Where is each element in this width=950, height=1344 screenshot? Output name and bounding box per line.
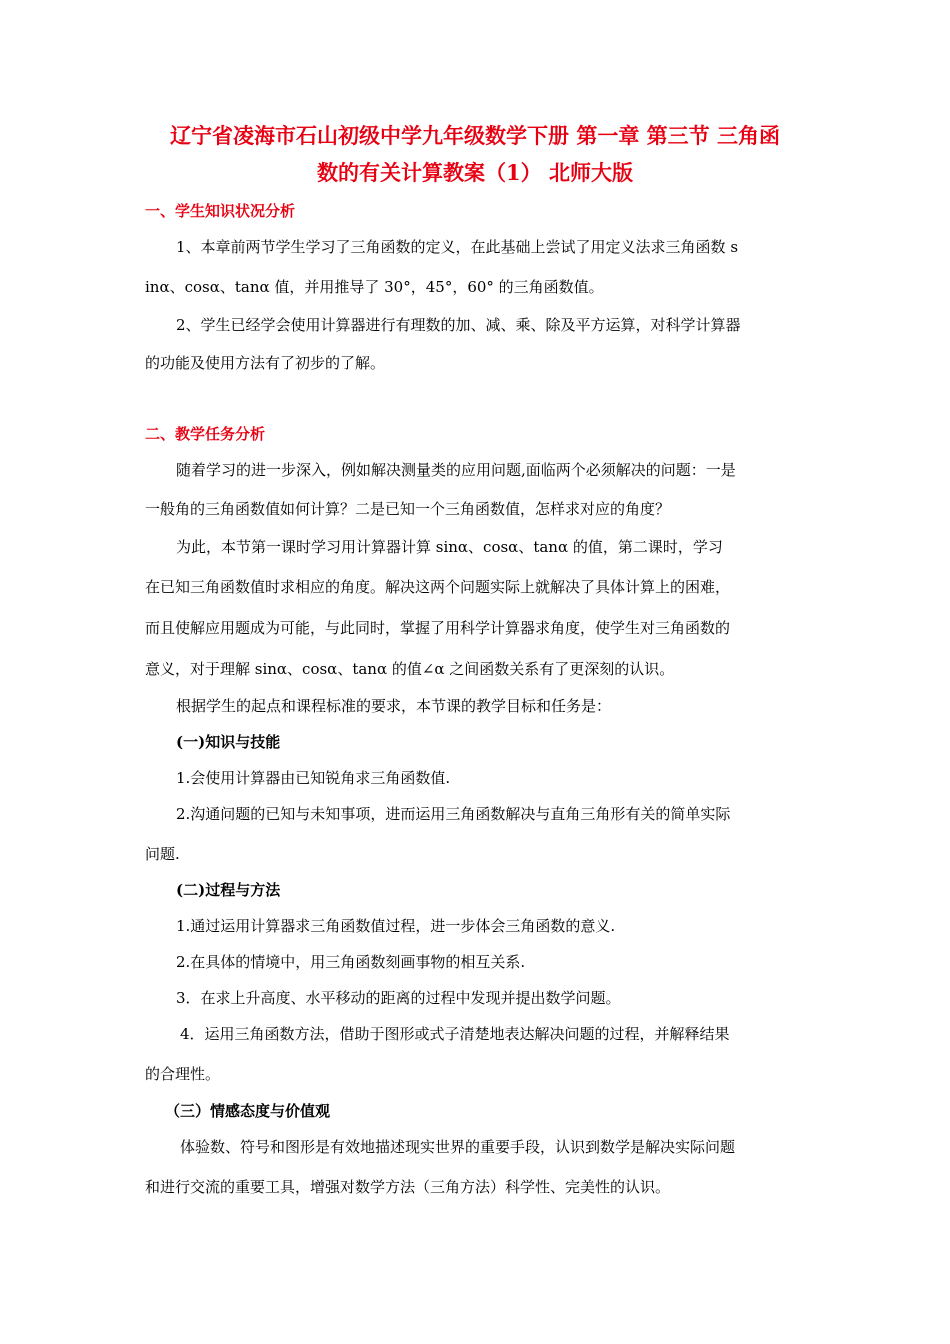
- section-heading-student-knowledge: 一、学生知识状况分析: [145, 202, 296, 220]
- paragraph-line: 的功能及使用方法有了初步的了解。: [145, 354, 386, 372]
- list-item-continuation: 的合理性。: [145, 1065, 221, 1083]
- paragraph-line: 为此，本节第一课时学习用计算器计算 sinα、cosα、tanα 的值，第二课时，学习: [176, 538, 723, 556]
- list-item: 1.会使用计算器由已知锐角求三角函数值.: [176, 769, 451, 787]
- paragraph-line: 根据学生的起点和课程标准的要求，本节课的教学目标和任务是：: [176, 697, 612, 715]
- list-item: 2.沟通问题的已知与未知事项，进而运用三角函数解决与直角三角形有关的简单实际: [176, 805, 731, 823]
- document-title-line-2: 数的有关计算教案（1） 北师大版: [317, 160, 633, 185]
- paragraph-line: 体验数、符号和图形是有效地描述现实世界的重要手段，认识到数学是解决实际问题: [180, 1138, 736, 1156]
- section-heading-teaching-task: 二、教学任务分析: [145, 425, 266, 443]
- list-item: 4．运用三角函数方法，借助于图形或式子清楚地表达解决问题的过程，并解释结果: [180, 1025, 730, 1043]
- list-item-continuation: 问题.: [145, 845, 180, 863]
- paragraph-line: 意义，对于理解 sinα、cosα、tanα 的值∠α 之间函数关系有了更深刻的认识。: [145, 660, 675, 678]
- paragraph-line: 1、本章前两节学生学习了三角函数的定义，在此基础上尝试了用定义法求三角函数 s: [176, 238, 739, 256]
- paragraph-line: 而且使解应用题成为可能，与此同时，掌握了用科学计算器求角度，使学生对三角函数的: [145, 619, 731, 637]
- document-title-line-1: 辽宁省凌海市石山初级中学九年级数学下册 第一章 第三节 三角函: [170, 123, 780, 148]
- paragraph-line: 在已知三角函数值时求相应的角度。解决这两个问题实际上就解决了具体计算上的困难，: [145, 578, 731, 596]
- subsection-heading-process-method: (二)过程与方法: [176, 881, 281, 899]
- paragraph-line: 2、学生已经学会使用计算器进行有理数的加、减、乘、除及平方运算，对科学计算器: [176, 316, 741, 334]
- subsection-heading-emotion-values: （三）情感态度与价值观: [165, 1102, 331, 1120]
- list-item: 3．在求上升高度、水平移动的距离的过程中发现并提出数学问题。: [176, 989, 621, 1007]
- list-item: 1.通过运用计算器求三角函数值过程，进一步体会三角函数的意义.: [176, 917, 616, 935]
- paragraph-line: inα、cosα、tanα 值，并用推导了 30°，45°，60° 的三角函数值。: [145, 278, 604, 296]
- subsection-heading-knowledge-skills: (一)知识与技能: [176, 733, 281, 751]
- paragraph-line: 随着学习的进一步深入，例如解决测量类的应用问题,面临两个必须解决的问题：一是: [176, 461, 736, 479]
- paragraph-line: 一般角的三角函数值如何计算？二是已知一个三角函数值，怎样求对应的角度？: [145, 500, 671, 518]
- list-item: 2.在具体的情境中，用三角函数刻画事物的相互关系.: [176, 953, 526, 971]
- paragraph-line: 和进行交流的重要工具，增强对数学方法（三角方法）科学性、完美性的认识。: [145, 1178, 671, 1196]
